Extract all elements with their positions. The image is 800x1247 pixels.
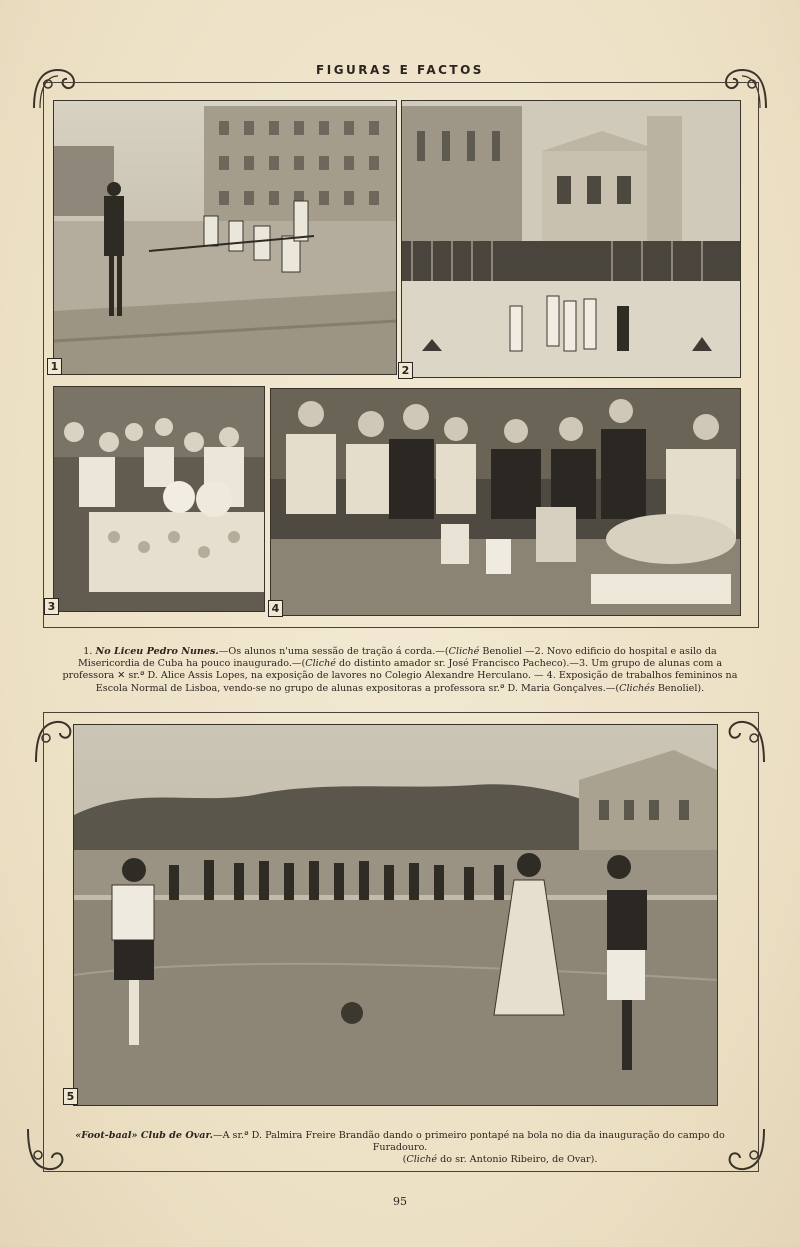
photo-football-club-ovar <box>73 724 718 1106</box>
photo-number-badge: 5 <box>63 1088 78 1105</box>
photo-number-badge: 3 <box>44 598 59 615</box>
photo-number-badge: 4 <box>268 600 283 617</box>
caption-text: —A sr.ª D. Palmira Freire Brandão dando o primeiro pontapé na bola no dia da inauguração do campo do Furadouro. <box>212 1130 725 1153</box>
photo-number-badge: 1 <box>47 358 62 375</box>
bottom-caption <box>70 1130 730 1166</box>
page-header: FIGURAS E FACTOS <box>316 63 484 77</box>
top-caption <box>62 646 738 695</box>
caption-text: Benoliel —2. Novo edificio do hospital e asilo da Misericordia de Cuba ha pouco inaugurado.—( <box>77 646 717 670</box>
caption-credit-rest: do sr. Antonio Ribeiro, de Ovar). <box>437 1154 598 1165</box>
caption-lead: «Foot-baal» Club de Ovar. <box>75 1130 213 1141</box>
photo-female-works-exhibition <box>270 388 741 616</box>
caption-text: do distinto amador sr. José Francisco Pacheco).—3. Um grupo de alunas com a professora ✕ sr.ª D. Alice Assis Lopes, na exposição de lavores no Colegio Alexandre Herculano. — 4. Exposição de trabalhos femininos na Escola Normal de Lisboa, vendo-se no grupo de alunas expositoras a professora sr.ª D. Maria Gonçalves.—( <box>62 658 738 694</box>
photo-tug-of-war <box>53 100 397 375</box>
caption-number: 1. <box>83 646 93 657</box>
photo-lace-exhibition-group <box>53 386 265 612</box>
photo-number-badge: 2 <box>398 362 413 379</box>
caption-lead: No Liceu Pedro Nunes. <box>95 646 219 657</box>
caption-credit: Cliché <box>448 646 480 657</box>
caption-credit-line <box>70 1154 730 1166</box>
page-number: 95 <box>393 1195 407 1208</box>
photo-hospital-building <box>401 100 741 378</box>
caption-text: Benoliel). <box>654 682 705 694</box>
caption-credit-open: ( <box>402 1154 407 1165</box>
caption-credit: Cliché <box>406 1154 438 1165</box>
caption-credit: Cliché <box>305 658 336 670</box>
caption-text: —Os alunos n'uma sessão de tração á corda.—( <box>218 646 449 657</box>
caption-credit: Clichés <box>619 682 655 694</box>
